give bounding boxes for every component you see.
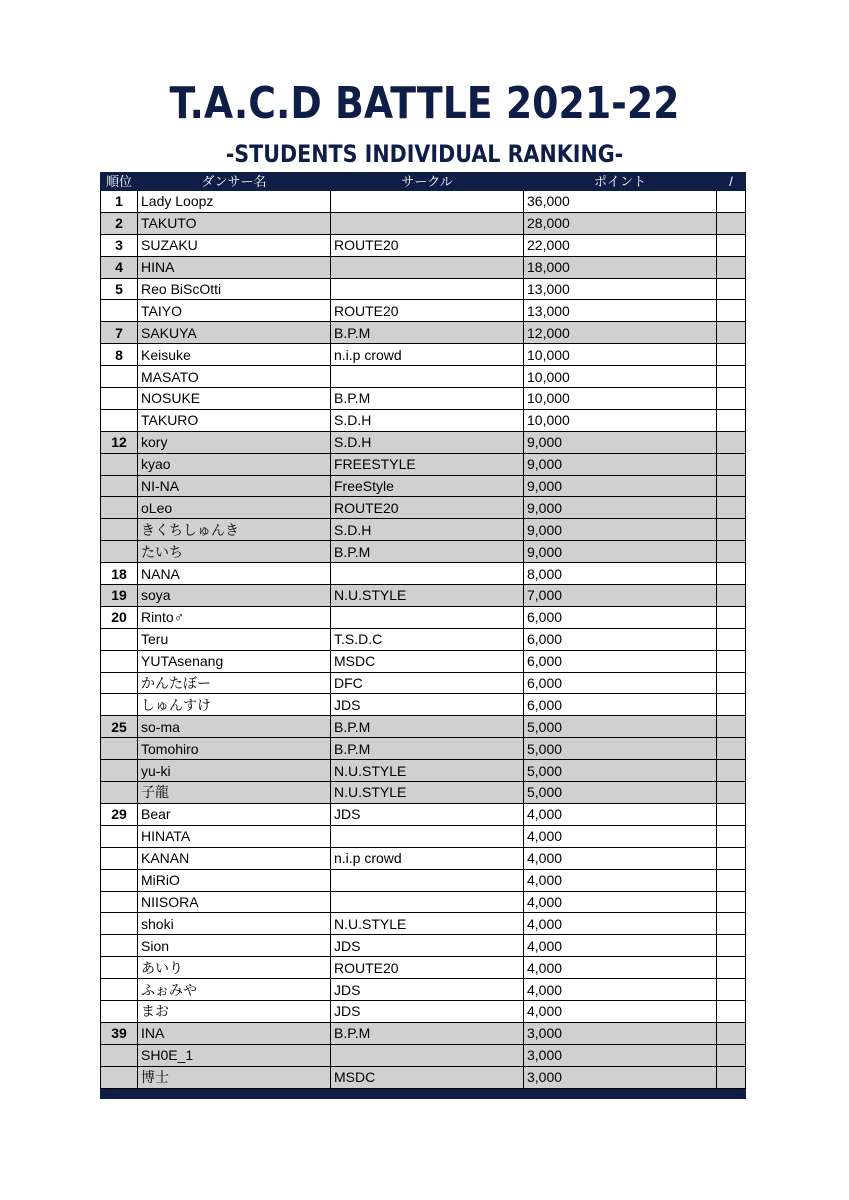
circle-cell bbox=[331, 606, 524, 628]
circle-cell: B.P.M bbox=[331, 541, 524, 563]
table-row bbox=[101, 782, 746, 804]
circle-cell: B.P.M bbox=[331, 716, 524, 738]
extra-cell bbox=[717, 891, 746, 913]
circle-cell: JDS bbox=[331, 694, 524, 716]
dancer-name-cell: shoki bbox=[138, 913, 331, 935]
extra-cell bbox=[717, 869, 746, 891]
dancer-name-cell: Rinto♂ bbox=[138, 606, 331, 628]
table-row bbox=[101, 869, 746, 891]
dancer-name-cell: HINATA bbox=[138, 825, 331, 847]
rank-cell: 12 bbox=[101, 431, 138, 453]
dancer-name-cell: TAKURO bbox=[138, 409, 331, 431]
points-cell: 4,000 bbox=[524, 803, 717, 825]
table-row bbox=[101, 738, 746, 760]
table-row bbox=[101, 1044, 746, 1066]
dancer-name-cell: たいち bbox=[138, 541, 331, 563]
header-points: ポイント bbox=[524, 173, 717, 191]
dancer-name-cell: NI-NA bbox=[138, 475, 331, 497]
dancer-name-cell: あいり bbox=[138, 957, 331, 979]
extra-cell bbox=[717, 847, 746, 869]
rank-cell bbox=[101, 409, 138, 431]
rank-cell bbox=[101, 1044, 138, 1066]
extra-cell bbox=[717, 1022, 746, 1044]
rank-cell: 2 bbox=[101, 212, 138, 234]
rank-cell bbox=[101, 957, 138, 979]
extra-cell bbox=[717, 672, 746, 694]
dancer-name-cell: SH0E_1 bbox=[138, 1044, 331, 1066]
dancer-name-cell: Tomohiro bbox=[138, 738, 331, 760]
table-row bbox=[101, 191, 746, 213]
dancer-name-cell: MiRiO bbox=[138, 869, 331, 891]
dancer-name-cell: kyao bbox=[138, 453, 331, 475]
extra-cell bbox=[717, 344, 746, 366]
circle-cell: FREESTYLE bbox=[331, 453, 524, 475]
rank-cell bbox=[101, 475, 138, 497]
rank-cell bbox=[101, 388, 138, 410]
extra-cell bbox=[717, 913, 746, 935]
dancer-name-cell: HINA bbox=[138, 256, 331, 278]
extra-cell bbox=[717, 322, 746, 344]
rank-cell: 39 bbox=[101, 1022, 138, 1044]
dancer-name-cell: Bear bbox=[138, 803, 331, 825]
rank-cell bbox=[101, 738, 138, 760]
circle-cell bbox=[331, 825, 524, 847]
points-cell: 22,000 bbox=[524, 234, 717, 256]
table-row bbox=[101, 519, 746, 541]
circle-cell bbox=[331, 191, 524, 213]
table-row bbox=[101, 672, 746, 694]
table-row bbox=[101, 606, 746, 628]
circle-cell: N.U.STYLE bbox=[331, 913, 524, 935]
points-cell: 28,000 bbox=[524, 212, 717, 234]
table-row bbox=[101, 431, 746, 453]
rank-cell bbox=[101, 913, 138, 935]
circle-cell: ROUTE20 bbox=[331, 300, 524, 322]
extra-cell bbox=[717, 234, 746, 256]
table-row bbox=[101, 935, 746, 957]
extra-cell bbox=[717, 497, 746, 519]
extra-cell bbox=[717, 694, 746, 716]
table-row bbox=[101, 278, 746, 300]
dancer-name-cell: oLeo bbox=[138, 497, 331, 519]
table-row bbox=[101, 760, 746, 782]
points-cell: 5,000 bbox=[524, 760, 717, 782]
table-row bbox=[101, 716, 746, 738]
extra-cell bbox=[717, 453, 746, 475]
points-cell: 6,000 bbox=[524, 628, 717, 650]
extra-cell bbox=[717, 278, 746, 300]
extra-cell bbox=[717, 606, 746, 628]
points-cell: 6,000 bbox=[524, 672, 717, 694]
extra-cell bbox=[717, 738, 746, 760]
table-row bbox=[101, 891, 746, 913]
extra-cell bbox=[717, 191, 746, 213]
rank-cell: 4 bbox=[101, 256, 138, 278]
points-cell: 9,000 bbox=[524, 431, 717, 453]
circle-cell: MSDC bbox=[331, 1066, 524, 1088]
circle-cell: S.D.H bbox=[331, 519, 524, 541]
table-row bbox=[101, 585, 746, 607]
circle-cell bbox=[331, 1044, 524, 1066]
extra-cell bbox=[717, 957, 746, 979]
points-cell: 5,000 bbox=[524, 782, 717, 804]
circle-cell: T.S.D.C bbox=[331, 628, 524, 650]
table-row bbox=[101, 256, 746, 278]
extra-cell bbox=[717, 212, 746, 234]
header-circle: サークル bbox=[331, 173, 524, 191]
circle-cell: n.i.p crowd bbox=[331, 344, 524, 366]
rank-cell bbox=[101, 760, 138, 782]
rank-cell bbox=[101, 782, 138, 804]
points-cell: 4,000 bbox=[524, 979, 717, 1001]
circle-cell: S.D.H bbox=[331, 431, 524, 453]
extra-cell bbox=[717, 541, 746, 563]
table-row bbox=[101, 409, 746, 431]
points-cell: 9,000 bbox=[524, 475, 717, 497]
extra-cell bbox=[717, 782, 746, 804]
table-row bbox=[101, 475, 746, 497]
extra-cell bbox=[717, 256, 746, 278]
points-cell: 6,000 bbox=[524, 606, 717, 628]
extra-cell bbox=[717, 585, 746, 607]
table-row bbox=[101, 234, 746, 256]
circle-cell: ROUTE20 bbox=[331, 234, 524, 256]
dancer-name-cell: ふぉみや bbox=[138, 979, 331, 1001]
points-cell: 4,000 bbox=[524, 935, 717, 957]
rank-cell bbox=[101, 891, 138, 913]
points-cell: 7,000 bbox=[524, 585, 717, 607]
rank-cell bbox=[101, 1066, 138, 1088]
dancer-name-cell: MASATO bbox=[138, 366, 331, 388]
rank-cell bbox=[101, 453, 138, 475]
dancer-name-cell: yu-ki bbox=[138, 760, 331, 782]
extra-cell bbox=[717, 300, 746, 322]
circle-cell: N.U.STYLE bbox=[331, 782, 524, 804]
circle-cell: ROUTE20 bbox=[331, 957, 524, 979]
extra-cell bbox=[717, 716, 746, 738]
footer-bar-cell bbox=[101, 1088, 746, 1098]
points-cell: 4,000 bbox=[524, 891, 717, 913]
table-row bbox=[101, 541, 746, 563]
extra-cell bbox=[717, 519, 746, 541]
table-row bbox=[101, 212, 746, 234]
circle-cell: B.P.M bbox=[331, 388, 524, 410]
circle-cell: n.i.p crowd bbox=[331, 847, 524, 869]
table-row bbox=[101, 650, 746, 672]
dancer-name-cell: SAKUYA bbox=[138, 322, 331, 344]
extra-cell bbox=[717, 803, 746, 825]
dancer-name-cell: Keisuke bbox=[138, 344, 331, 366]
page-title: T.A.C.D BATTLE 2021-22 bbox=[169, 78, 680, 129]
points-cell: 6,000 bbox=[524, 694, 717, 716]
rank-cell: 20 bbox=[101, 606, 138, 628]
extra-cell bbox=[717, 409, 746, 431]
table-row bbox=[101, 388, 746, 410]
ranking-table bbox=[100, 172, 746, 1099]
extra-cell bbox=[717, 475, 746, 497]
rank-cell bbox=[101, 519, 138, 541]
extra-cell bbox=[717, 825, 746, 847]
extra-cell bbox=[717, 1044, 746, 1066]
rank-cell bbox=[101, 300, 138, 322]
points-cell: 9,000 bbox=[524, 519, 717, 541]
table-row bbox=[101, 1000, 746, 1022]
header-dancer-name: ダンサー名 bbox=[138, 173, 331, 191]
points-cell: 4,000 bbox=[524, 847, 717, 869]
table-row bbox=[101, 366, 746, 388]
rank-cell: 18 bbox=[101, 563, 138, 585]
dancer-name-cell: KANAN bbox=[138, 847, 331, 869]
rank-cell bbox=[101, 869, 138, 891]
rank-cell: 8 bbox=[101, 344, 138, 366]
dancer-name-cell: soya bbox=[138, 585, 331, 607]
points-cell: 6,000 bbox=[524, 650, 717, 672]
points-cell: 18,000 bbox=[524, 256, 717, 278]
points-cell: 9,000 bbox=[524, 497, 717, 519]
rank-cell: 25 bbox=[101, 716, 138, 738]
circle-cell bbox=[331, 212, 524, 234]
header-extra: / bbox=[717, 173, 746, 191]
points-cell: 5,000 bbox=[524, 738, 717, 760]
table-row bbox=[101, 803, 746, 825]
points-cell: 8,000 bbox=[524, 563, 717, 585]
table-row bbox=[101, 957, 746, 979]
points-cell: 4,000 bbox=[524, 825, 717, 847]
table-row bbox=[101, 1066, 746, 1088]
table-row bbox=[101, 628, 746, 650]
extra-cell bbox=[717, 431, 746, 453]
circle-cell: JDS bbox=[331, 1000, 524, 1022]
header-rank: 順位 bbox=[101, 173, 138, 191]
points-cell: 3,000 bbox=[524, 1022, 717, 1044]
points-cell: 3,000 bbox=[524, 1044, 717, 1066]
rank-cell: 19 bbox=[101, 585, 138, 607]
circle-cell bbox=[331, 278, 524, 300]
rank-cell: 5 bbox=[101, 278, 138, 300]
extra-cell bbox=[717, 1066, 746, 1088]
dancer-name-cell: TAIYO bbox=[138, 300, 331, 322]
extra-cell bbox=[717, 979, 746, 1001]
dancer-name-cell: so-ma bbox=[138, 716, 331, 738]
table-row bbox=[101, 694, 746, 716]
points-cell: 12,000 bbox=[524, 322, 717, 344]
circle-cell: ROUTE20 bbox=[331, 497, 524, 519]
dancer-name-cell: Reo BiScOtti bbox=[138, 278, 331, 300]
points-cell: 10,000 bbox=[524, 344, 717, 366]
dancer-name-cell: しゅんすけ bbox=[138, 694, 331, 716]
extra-cell bbox=[717, 388, 746, 410]
circle-cell bbox=[331, 869, 524, 891]
dancer-name-cell: 博士 bbox=[138, 1066, 331, 1088]
rank-cell bbox=[101, 825, 138, 847]
header-row bbox=[101, 173, 746, 191]
table-row bbox=[101, 497, 746, 519]
dancer-name-cell: NIISORA bbox=[138, 891, 331, 913]
circle-cell: FreeStyle bbox=[331, 475, 524, 497]
dancer-name-cell: NANA bbox=[138, 563, 331, 585]
rank-cell bbox=[101, 979, 138, 1001]
points-cell: 9,000 bbox=[524, 541, 717, 563]
rank-cell: 3 bbox=[101, 234, 138, 256]
footer-bar bbox=[101, 1088, 746, 1098]
circle-cell bbox=[331, 563, 524, 585]
circle-cell: JDS bbox=[331, 979, 524, 1001]
table-row bbox=[101, 979, 746, 1001]
circle-cell: S.D.H bbox=[331, 409, 524, 431]
rank-cell: 7 bbox=[101, 322, 138, 344]
extra-cell bbox=[717, 563, 746, 585]
rank-cell: 1 bbox=[101, 191, 138, 213]
dancer-name-cell: Teru bbox=[138, 628, 331, 650]
circle-cell: JDS bbox=[331, 935, 524, 957]
dancer-name-cell: NOSUKE bbox=[138, 388, 331, 410]
points-cell: 13,000 bbox=[524, 278, 717, 300]
rank-cell bbox=[101, 672, 138, 694]
circle-cell: MSDC bbox=[331, 650, 524, 672]
extra-cell bbox=[717, 650, 746, 672]
circle-cell bbox=[331, 891, 524, 913]
dancer-name-cell: INA bbox=[138, 1022, 331, 1044]
circle-cell: JDS bbox=[331, 803, 524, 825]
dancer-name-cell: かんたぼー bbox=[138, 672, 331, 694]
table-row bbox=[101, 825, 746, 847]
circle-cell: N.U.STYLE bbox=[331, 585, 524, 607]
dancer-name-cell: Lady Loopz bbox=[138, 191, 331, 213]
points-cell: 10,000 bbox=[524, 388, 717, 410]
points-cell: 4,000 bbox=[524, 957, 717, 979]
table-row bbox=[101, 913, 746, 935]
dancer-name-cell: YUTAsenang bbox=[138, 650, 331, 672]
points-cell: 10,000 bbox=[524, 409, 717, 431]
circle-cell: B.P.M bbox=[331, 1022, 524, 1044]
rank-cell bbox=[101, 541, 138, 563]
circle-cell: B.P.M bbox=[331, 738, 524, 760]
points-cell: 36,000 bbox=[524, 191, 717, 213]
dancer-name-cell: TAKUTO bbox=[138, 212, 331, 234]
table-row bbox=[101, 847, 746, 869]
dancer-name-cell: Sion bbox=[138, 935, 331, 957]
table-row bbox=[101, 344, 746, 366]
dancer-name-cell: きくちしゅんき bbox=[138, 519, 331, 541]
rank-cell bbox=[101, 694, 138, 716]
circle-cell: N.U.STYLE bbox=[331, 760, 524, 782]
extra-cell bbox=[717, 628, 746, 650]
table-row bbox=[101, 563, 746, 585]
table-row bbox=[101, 1022, 746, 1044]
table-row bbox=[101, 453, 746, 475]
page-subtitle: -STUDENTS INDIVIDUAL RANKING- bbox=[225, 140, 624, 168]
circle-cell: B.P.M bbox=[331, 322, 524, 344]
points-cell: 13,000 bbox=[524, 300, 717, 322]
rank-cell bbox=[101, 935, 138, 957]
circle-cell bbox=[331, 366, 524, 388]
rank-cell bbox=[101, 628, 138, 650]
table-row bbox=[101, 300, 746, 322]
dancer-name-cell: 子龍 bbox=[138, 782, 331, 804]
rank-cell bbox=[101, 497, 138, 519]
points-cell: 4,000 bbox=[524, 869, 717, 891]
points-cell: 4,000 bbox=[524, 1000, 717, 1022]
points-cell: 5,000 bbox=[524, 716, 717, 738]
extra-cell bbox=[717, 366, 746, 388]
rank-cell bbox=[101, 366, 138, 388]
rank-cell bbox=[101, 650, 138, 672]
dancer-name-cell: まお bbox=[138, 1000, 331, 1022]
circle-cell: DFC bbox=[331, 672, 524, 694]
extra-cell bbox=[717, 760, 746, 782]
points-cell: 4,000 bbox=[524, 913, 717, 935]
points-cell: 3,000 bbox=[524, 1066, 717, 1088]
dancer-name-cell: SUZAKU bbox=[138, 234, 331, 256]
circle-cell bbox=[331, 256, 524, 278]
rank-cell: 29 bbox=[101, 803, 138, 825]
points-cell: 9,000 bbox=[524, 453, 717, 475]
dancer-name-cell: kory bbox=[138, 431, 331, 453]
points-cell: 10,000 bbox=[524, 366, 717, 388]
table-row bbox=[101, 322, 746, 344]
rank-cell bbox=[101, 1000, 138, 1022]
extra-cell bbox=[717, 1000, 746, 1022]
rank-cell bbox=[101, 847, 138, 869]
extra-cell bbox=[717, 935, 746, 957]
